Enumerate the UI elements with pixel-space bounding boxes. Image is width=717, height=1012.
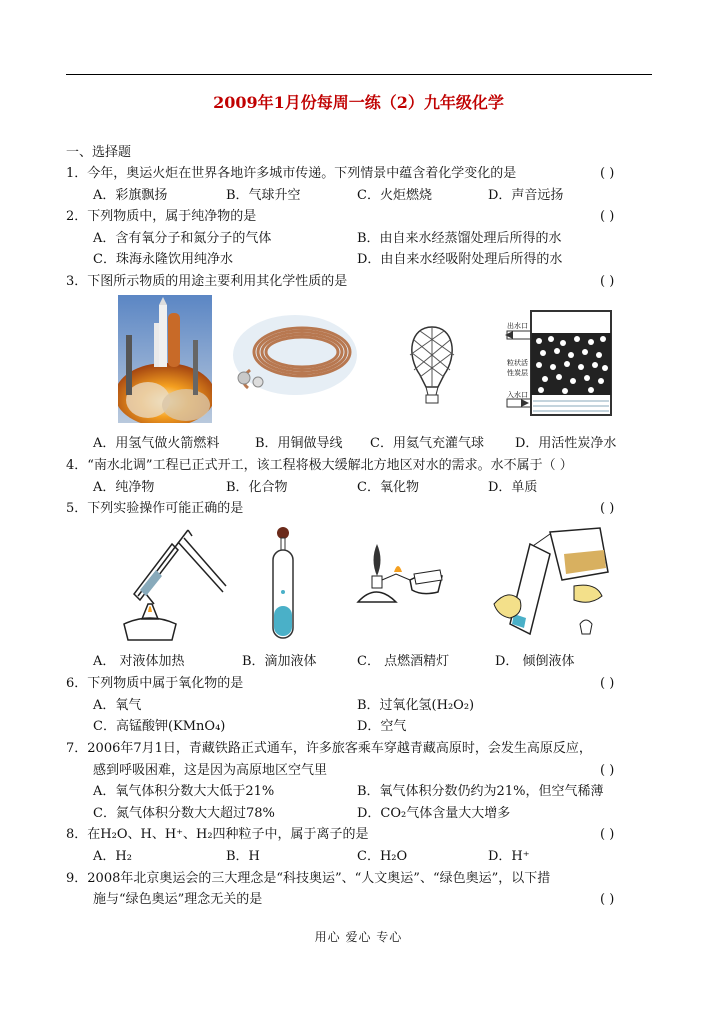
q7-option-c: C．氮气体积分数大大超过78% — [93, 806, 275, 821]
q6-option-a: A．氧气 — [93, 698, 142, 713]
q9-stem-line1: 9．2008年北京奥运会的三大理念是“科技奥运”、“人文奥运”、“绿色奥运”，以下措 — [66, 871, 551, 886]
q7-option-a: A．氧气体积分数大大低于21% — [93, 784, 275, 799]
q3-answer-paren: ( ) — [600, 274, 615, 289]
q4-stem: 4．“南水北调”工程已正式开工，该工程将极大缓解北方地区对水的需求。水不属于（ ） — [66, 458, 573, 473]
q6-option-b: B．过氧化氢(H₂O₂) — [357, 698, 475, 713]
filter-label-out: 出水口 — [507, 322, 528, 330]
q6-answer-paren: ( ) — [600, 676, 615, 691]
q5-option-c: C． 点燃酒精灯 — [357, 654, 450, 669]
q4-option-c: C．氧化物 — [357, 480, 419, 495]
rocket-launch-image — [118, 295, 212, 423]
q4-option-a: A．纯净物 — [93, 480, 155, 495]
q8-option-d: D．H⁺ — [488, 849, 530, 864]
carbon-filter-image — [505, 305, 615, 420]
q5-option-a: A． 对液体加热 — [93, 654, 185, 669]
q7-option-b: B．氧气体积分数仍约为21%，但空气稀薄 — [357, 784, 604, 799]
q2-answer-paren: ( ) — [600, 209, 615, 224]
q1-option-a: A．彩旗飘扬 — [93, 188, 168, 203]
heating-liquid-image — [118, 524, 228, 644]
q3-option-c: C．用氦气充灌气球 — [370, 436, 484, 451]
q7-option-d: D．CO₂气体含量大大增多 — [357, 806, 511, 821]
q1-stem: 1．今年，奥运火炬在世界各地许多城市传递。下列情景中蕴含着化学变化的是 — [66, 166, 517, 181]
q4-option-d: D．单质 — [488, 480, 538, 495]
q9-stem-line2: 施与“绿色奥运”理念无关的是 — [93, 892, 263, 907]
q4-option-b: B．化合物 — [226, 480, 288, 495]
q6-option-d: D．空气 — [357, 719, 407, 734]
q3-stem: 3．下图所示物质的用途主要利用其化学性质的是 — [66, 274, 348, 289]
q7-stem-line1: 7．2006年7月1日，青藏铁路正式通车，许多旅客乘车穿越青藏高原时，会发生高原反应， — [66, 741, 592, 756]
filter-label-in: 入水口 — [507, 391, 528, 399]
q2-stem: 2．下列物质中，属于纯净物的是 — [66, 209, 257, 224]
q1-answer-paren: ( ) — [600, 166, 615, 181]
copper-wire-image — [230, 310, 360, 400]
q8-option-b: B．H — [226, 849, 260, 864]
q9-answer-paren: ( ) — [600, 892, 615, 907]
q1-option-c: C．火炬燃烧 — [357, 188, 432, 203]
q6-option-c: C．高锰酸钾(KMnO₄) — [93, 719, 226, 734]
q3-option-a: A．用氢气做火箭燃料 — [93, 436, 220, 451]
q5-answer-paren: ( ) — [600, 501, 615, 516]
pouring-liquid-image — [490, 524, 615, 644]
filter-label-mid2: 性炭层 — [507, 369, 528, 377]
q2-option-a: A．含有氧分子和氮分子的气体 — [93, 231, 272, 246]
q7-answer-paren: ( ) — [600, 763, 615, 778]
q2-option-c: C．珠海永隆饮用纯净水 — [93, 252, 233, 267]
q1-option-d: D．声音远扬 — [488, 188, 564, 203]
q6-stem: 6．下列物质中属于氧化物的是 — [66, 676, 244, 691]
q2-option-d: D．由自来水经吸附处理后所得的水 — [357, 252, 563, 267]
q8-option-c: C．H₂O — [357, 849, 408, 864]
dropper-image — [268, 526, 298, 644]
section-heading: 一、选择题 — [66, 145, 132, 160]
q8-option-a: A．H₂ — [93, 849, 132, 864]
q7-stem-line2: 感到呼吸困难，这是因为高原地区空气里 — [93, 763, 328, 778]
q2-option-b: B．由自来水经蒸馏处理后所得的水 — [357, 231, 562, 246]
page-footer: 用心 爱心 专心 — [314, 930, 403, 944]
header-rule — [66, 74, 652, 75]
q3-option-b: B．用铜做导线 — [255, 436, 343, 451]
q5-option-d: D． 倾倒液体 — [495, 654, 575, 669]
page-title: 2009年1月份每周一练（2）九年级化学 — [213, 93, 504, 112]
q1-option-b: B．气球升空 — [226, 188, 301, 203]
lighting-alcohol-lamp-image — [350, 530, 445, 610]
q8-stem: 8．在H₂O、H、H⁺、H₂四种粒子中，属于离子的是 — [66, 827, 369, 842]
filter-label-mid1: 粒状活 — [507, 359, 528, 367]
balloon-image — [404, 325, 460, 405]
q5-stem: 5．下列实验操作可能正确的是 — [66, 501, 244, 516]
q3-option-d: D．用活性炭净水 — [515, 436, 617, 451]
q8-answer-paren: ( ) — [600, 827, 615, 842]
q5-option-b: B．滴加液体 — [242, 654, 317, 669]
